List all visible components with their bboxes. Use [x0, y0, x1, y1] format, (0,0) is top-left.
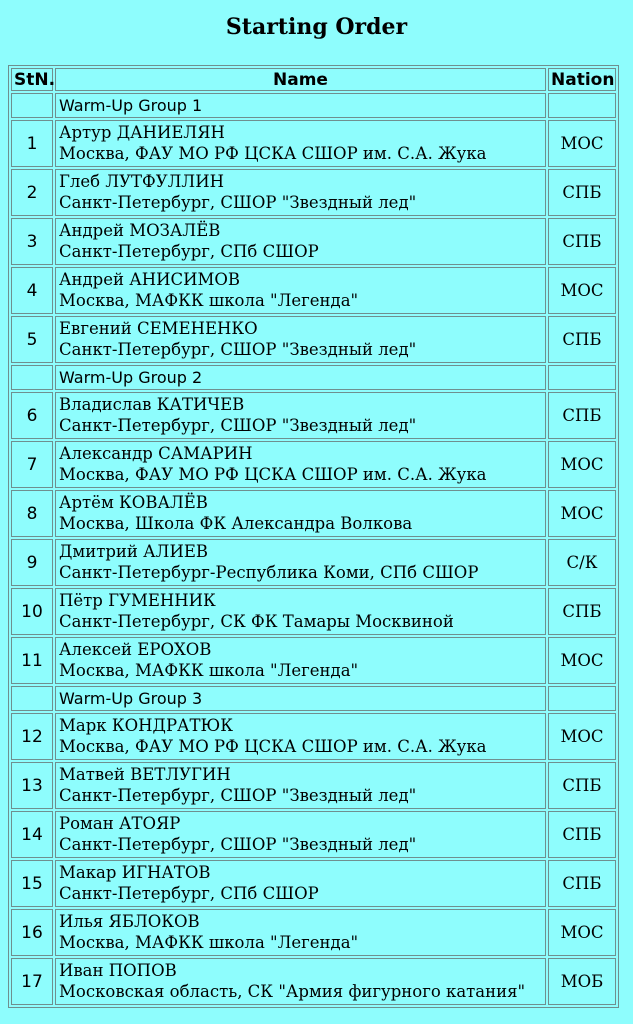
athlete-club: Санкт-Петербург, СШОР "Звездный лед" — [59, 786, 417, 805]
warmup-group-row — [11, 365, 616, 390]
table-row — [11, 120, 616, 167]
start-number: 16 — [11, 909, 53, 956]
table-row — [11, 392, 616, 439]
warmup-group-label: Warm-Up Group 1 — [55, 93, 546, 118]
start-number: 6 — [11, 392, 53, 439]
start-number: 11 — [11, 637, 53, 684]
athlete-cell — [55, 218, 546, 265]
athlete-cell — [55, 637, 546, 684]
group-empty-cell — [548, 686, 616, 711]
athlete-cell — [55, 909, 546, 956]
athlete-club: Москва, ФАУ МО РФ ЦСКА СШОР им. С.А. Жука — [59, 737, 487, 756]
athlete-cell — [55, 713, 546, 760]
athlete-name: Иван ПОПОВ — [59, 961, 177, 980]
header-nation: Nation — [548, 68, 616, 91]
table-row — [11, 267, 616, 314]
group-empty-cell — [548, 365, 616, 390]
group-empty-cell — [11, 365, 53, 390]
athlete-club: Москва, Школа ФК Александра Волкова — [59, 514, 413, 533]
athlete-cell — [55, 588, 546, 635]
table-row — [11, 909, 616, 956]
page-title: Starting Order — [225, 14, 408, 40]
nation-code: СПБ — [548, 860, 616, 907]
athlete-cell — [55, 267, 546, 314]
athlete-club: Москва, МАФКК школа "Легенда" — [59, 661, 359, 680]
athlete-cell — [55, 120, 546, 167]
athlete-name: Евгений СЕМЕНЕНКО — [59, 319, 258, 338]
nation-code: МОС — [548, 637, 616, 684]
table-row — [11, 169, 616, 216]
athlete-name: Глеб ЛУТФУЛЛИН — [59, 172, 224, 191]
athlete-cell — [55, 169, 546, 216]
table-row — [11, 218, 616, 265]
athlete-name: Матвей ВЕТЛУГИН — [59, 765, 231, 784]
athlete-club: Санкт-Петербург, СК ФК Тамары Москвиной — [59, 612, 454, 631]
table-row — [11, 588, 616, 635]
athlete-club: Москва, МАФКК школа "Легенда" — [59, 291, 359, 310]
athlete-cell — [55, 490, 546, 537]
athlete-club: Московская область, СК "Армия фигурного катания" — [59, 982, 526, 1001]
table-row — [11, 539, 616, 586]
athlete-club: Санкт-Петербург, СШОР "Звездный лед" — [59, 193, 417, 212]
start-number: 3 — [11, 218, 53, 265]
nation-code: СПБ — [548, 218, 616, 265]
athlete-club: Москва, МАФКК школа "Легенда" — [59, 933, 359, 952]
athlete-club: Москва, ФАУ МО РФ ЦСКА СШОР им. С.А. Жука — [59, 465, 487, 484]
athlete-cell — [55, 539, 546, 586]
athlete-club: Санкт-Петербург, СШОР "Звездный лед" — [59, 416, 417, 435]
table-row — [11, 490, 616, 537]
start-number: 12 — [11, 713, 53, 760]
nation-code: МОС — [548, 267, 616, 314]
athlete-name: Александр САМАРИН — [59, 444, 253, 463]
athlete-name: Артур ДАНИЕЛЯН — [59, 123, 225, 142]
nation-code: СПБ — [548, 588, 616, 635]
warmup-group-label: Warm-Up Group 2 — [55, 365, 546, 390]
nation-code: СПБ — [548, 762, 616, 809]
nation-code: МОС — [548, 441, 616, 488]
table-row — [11, 713, 616, 760]
start-number: 5 — [11, 316, 53, 363]
athlete-name: Владислав КАТИЧЕВ — [59, 395, 245, 414]
nation-code: С/К — [548, 539, 616, 586]
athlete-name: Дмитрий АЛИЕВ — [59, 542, 208, 561]
table-row — [11, 637, 616, 684]
athlete-cell — [55, 392, 546, 439]
nation-code: СПБ — [548, 811, 616, 858]
warmup-group-row — [11, 93, 616, 118]
athlete-name: Марк КОНДРАТЮК — [59, 716, 234, 735]
header-name: Name — [55, 68, 546, 91]
table-row — [11, 762, 616, 809]
athlete-name: Артём КОВАЛЁВ — [59, 493, 208, 512]
group-empty-cell — [11, 93, 53, 118]
nation-code: МОС — [548, 909, 616, 956]
warmup-group-label: Warm-Up Group 3 — [55, 686, 546, 711]
start-number: 1 — [11, 120, 53, 167]
nation-code: СПБ — [548, 392, 616, 439]
start-number: 9 — [11, 539, 53, 586]
start-number: 7 — [11, 441, 53, 488]
athlete-name: Роман АТОЯР — [59, 814, 181, 833]
athlete-name: Пётр ГУМЕННИК — [59, 591, 216, 610]
warmup-group-row — [11, 686, 616, 711]
athlete-cell — [55, 958, 546, 1005]
athlete-cell — [55, 441, 546, 488]
athlete-cell — [55, 811, 546, 858]
athlete-cell — [55, 762, 546, 809]
header-row — [11, 68, 616, 91]
group-empty-cell — [548, 93, 616, 118]
start-number: 14 — [11, 811, 53, 858]
table-row — [11, 958, 616, 1005]
nation-code: МОС — [548, 490, 616, 537]
header-stn: StN. — [11, 68, 53, 91]
table-row — [11, 441, 616, 488]
start-number: 10 — [11, 588, 53, 635]
start-number: 4 — [11, 267, 53, 314]
athlete-cell — [55, 316, 546, 363]
athlete-cell — [55, 860, 546, 907]
athlete-club: Санкт-Петербург, СПб СШОР — [59, 884, 319, 903]
nation-code: СПБ — [548, 316, 616, 363]
nation-code: СПБ — [548, 169, 616, 216]
athlete-club: Санкт-Петербург-Республика Коми, СПб СШОР — [59, 563, 479, 582]
athlete-name: Илья ЯБЛОКОВ — [59, 912, 200, 931]
athlete-name: Андрей МОЗАЛЁВ — [59, 221, 221, 240]
table-body — [11, 93, 616, 1005]
start-number: 8 — [11, 490, 53, 537]
nation-code: МОС — [548, 120, 616, 167]
athlete-club: Санкт-Петербург, СПб СШОР — [59, 242, 319, 261]
athlete-club: Санкт-Петербург, СШОР "Звездный лед" — [59, 835, 417, 854]
start-number: 15 — [11, 860, 53, 907]
start-number: 13 — [11, 762, 53, 809]
nation-code: МОБ — [548, 958, 616, 1005]
athlete-name: Андрей АНИСИМОВ — [59, 270, 241, 289]
table-row — [11, 811, 616, 858]
athlete-name: Алексей ЕРОХОВ — [59, 640, 212, 659]
table-row — [11, 316, 616, 363]
athlete-club: Москва, ФАУ МО РФ ЦСКА СШОР им. С.А. Жука — [59, 144, 487, 163]
athlete-name: Макар ИГНАТОВ — [59, 863, 211, 882]
table-row — [11, 860, 616, 907]
nation-code: МОС — [548, 713, 616, 760]
group-empty-cell — [11, 686, 53, 711]
start-number: 2 — [11, 169, 53, 216]
starting-order-table — [8, 65, 619, 1008]
start-number: 17 — [11, 958, 53, 1005]
athlete-club: Санкт-Петербург, СШОР "Звездный лед" — [59, 340, 417, 359]
